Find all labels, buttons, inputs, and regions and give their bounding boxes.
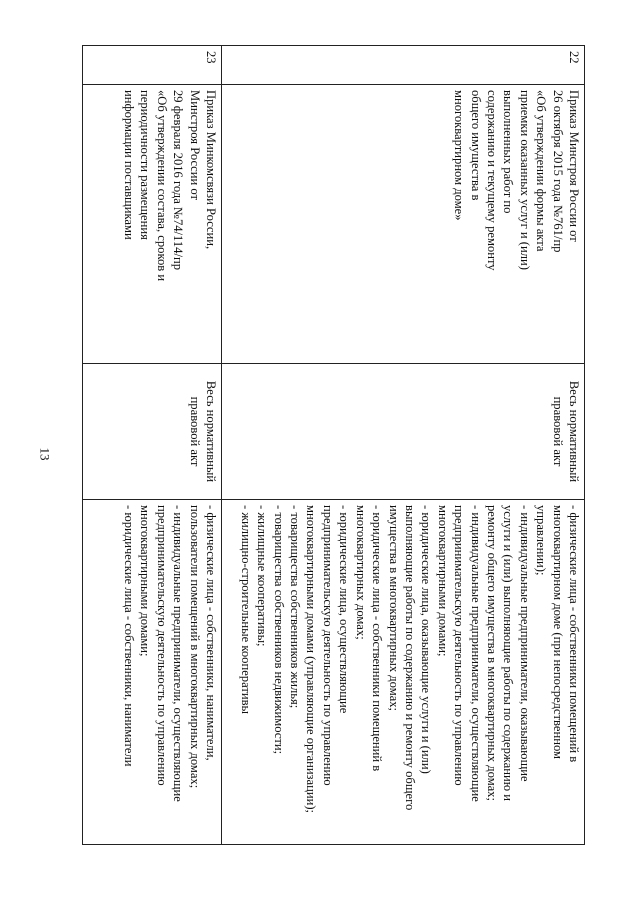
row-number: 23 (83, 46, 222, 85)
table-row (83, 46, 222, 845)
subjects-cell (83, 500, 222, 845)
subject-line: - юридические лица - собственники, наниматели (121, 505, 136, 767)
subject-line: услуги и (или) выполняющие работы по содержанию и (501, 505, 516, 801)
subject-line: - жилищные кооперативы; (255, 505, 270, 647)
subject-line: - товарищества собственников недвижимости; (271, 505, 286, 755)
subject-line: многоквартирными домами; (138, 505, 153, 657)
scope-line: Весь нормативный (204, 380, 218, 483)
act-title-line: Приказ Минстроя России от (567, 90, 581, 242)
subject-line: ремонту общего имущества в многоквартирных домах; (484, 505, 499, 801)
rotated-page-content (73, 45, 585, 845)
row-number: 22 (222, 46, 585, 85)
subject-line: - физические лица - собственники, наниматели, (204, 505, 218, 761)
scope-line: Весь нормативный (567, 380, 581, 483)
act-title-line: «Об утверждении состава, сроков и (154, 90, 169, 282)
act-title-line: содержанию и текущему ремонту (484, 90, 499, 271)
table-row (222, 46, 585, 845)
subject-line: многоквартирными домами (управляющие организации); (304, 505, 319, 814)
subject-line: имущества в многоквартирных домах; (386, 505, 401, 712)
subject-line: многоквартирном доме (при непосредственном (550, 505, 565, 759)
subject-line: выполняющие работы по содержанию и ремонту общего (402, 505, 417, 811)
act-title-line: 29 февраля 2016 года №74/114/пр (171, 90, 186, 270)
subject-line: - индивидуальные предприниматели, осуществляющие (171, 505, 186, 802)
subject-line: предпринимательскую деятельность по управлению (154, 505, 169, 786)
act-title-line: выполненных работ по (501, 90, 516, 214)
subject-line: - юридические лица, оказывающие услуги и (или) (419, 505, 434, 774)
page-number: 13 (37, 447, 53, 461)
subject-line: предпринимательскую деятельность по управлению (320, 505, 335, 786)
subject-line: - индивидуальные предприниматели, осуществляющие (468, 505, 483, 802)
legal-acts-table (82, 45, 585, 845)
subject-line: - физические лица - собственники помещений в (567, 505, 581, 763)
act-title-line: 26 октября 2015 года №761/пр (550, 90, 565, 253)
subject-line: многоквартирными домами; (435, 505, 450, 657)
subject-line: - товарищества собственников жилья; (288, 505, 303, 709)
subject-line: - индивидуальные предприниматели, оказывающие (517, 505, 532, 782)
act-title-line: Приказ Минкомсвязи России, (204, 90, 218, 250)
act-title-line: Минстроя России от (187, 90, 202, 200)
subject-line: многоквартирных домах; (353, 505, 368, 640)
act-title-line: информации поставщиками (121, 90, 136, 240)
subject-line: - юридические лица - собственники помещений в (370, 505, 385, 772)
act-title-line: многоквартирном доме» (452, 90, 467, 221)
act-title-cell (222, 85, 585, 364)
scope-cell (222, 364, 585, 500)
subject-line: пользователи помещений в многоквартирных домах; (187, 505, 202, 789)
subjects-cell (222, 500, 585, 845)
act-title-cell (83, 85, 222, 364)
subject-line: - юридические лица, осуществляющие (337, 505, 352, 714)
scope-cell (83, 364, 222, 500)
scope-line: правовой акт (550, 396, 565, 467)
scope-line: правовой акт (187, 396, 202, 467)
act-title-line: приемки оказанных услуг и (или) (517, 90, 532, 270)
subject-line: - жилищно-строительные кооперативы (238, 505, 253, 714)
act-title-line: «Об утверждении формы акта (534, 90, 549, 252)
subject-line: предпринимательскую деятельность по управлению (452, 505, 467, 786)
act-title-line: общего имущества в (468, 90, 483, 201)
act-title-line: периодичности размещения (138, 90, 153, 240)
subject-line: управлении); (534, 505, 549, 576)
